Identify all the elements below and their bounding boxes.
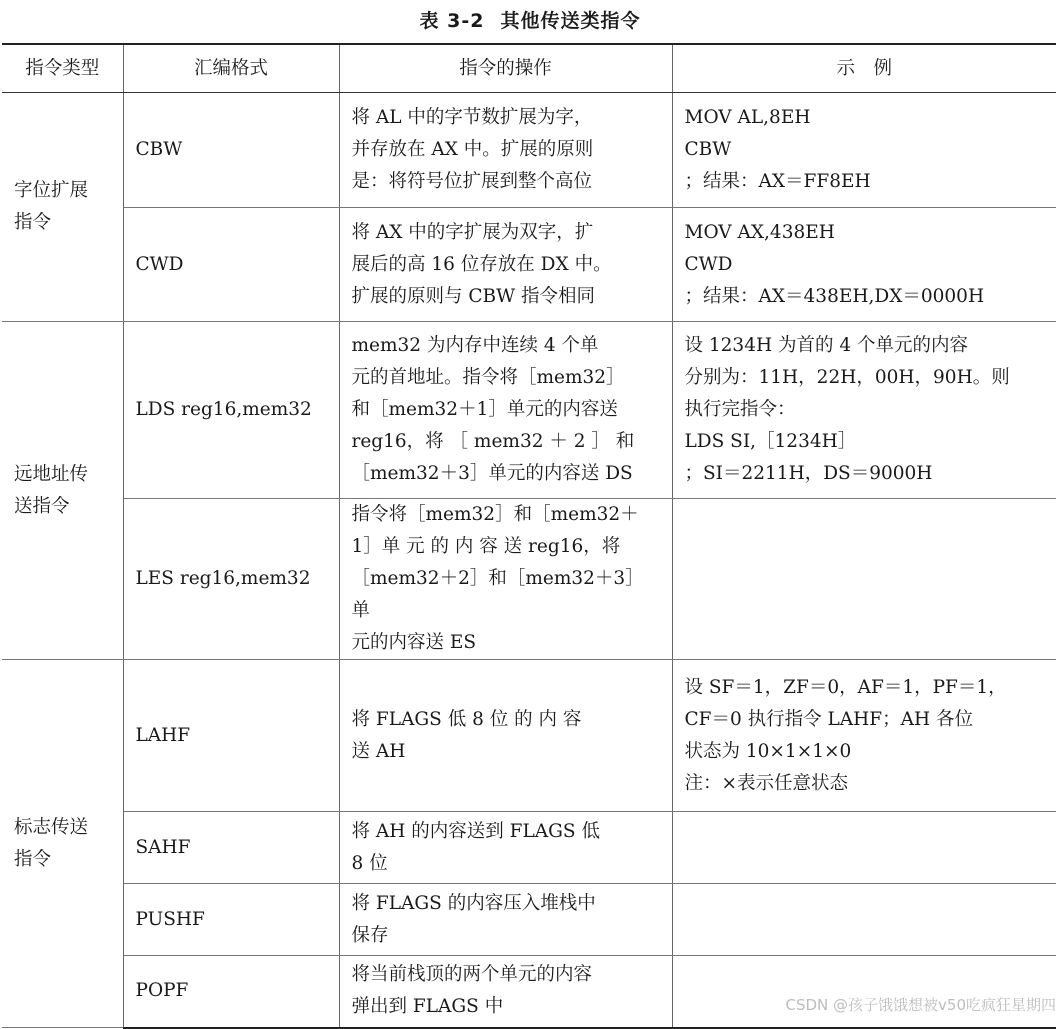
format-cell: POPF [123, 956, 339, 1028]
example-cell [672, 208, 1056, 322]
text-line: reg16，将 ［ mem32 ＋ 2 ］ 和 [351, 431, 635, 452]
example-cell [672, 499, 1056, 660]
format-cell: LES reg16,mem32 [123, 499, 339, 660]
text-line: 分别为：11H，22H，00H，90H。则 [684, 367, 1010, 388]
text-line: MOV AL,8EH [684, 107, 811, 128]
group-type-line: 送指令 [14, 495, 70, 517]
group-type-line: 字位扩展 [14, 180, 89, 201]
group-type-cell [2, 322, 123, 660]
example-cell [672, 884, 1056, 956]
table-row [2, 812, 1056, 884]
header-example [672, 44, 1056, 93]
text-line: ；SI＝2211H，DS＝9000H [684, 463, 933, 484]
table-row [2, 93, 1056, 208]
format-cell: CWD [123, 208, 339, 322]
format-cell: CBW [123, 93, 339, 208]
text-line: 扩展的原则与 CBW 指令相同 [351, 285, 596, 307]
text-line: 将当前栈顶的两个单元的内容 [351, 964, 593, 986]
format-cell: LDS reg16,mem32 [123, 322, 339, 499]
text-line: mem32 为内存中连续 4 个单 [351, 335, 599, 356]
text-line: ［mem32＋3］单元的内容送 DS [351, 463, 633, 484]
table-row [2, 660, 1056, 812]
operation-cell [339, 499, 672, 660]
header-operation: 指令的操作 [339, 44, 672, 93]
header-type: 指令类型 [2, 44, 123, 93]
text-line: 将 AH 的内容送到 FLAGS 低 [351, 820, 600, 842]
watermark: CSDN @孩子饿饿想被v50吃疯狂星期四 [785, 996, 1056, 1014]
text-line: 元的首地址。指令将［mem32］ [351, 367, 625, 388]
text-line: 是：将符号位扩展到整个高位 [351, 171, 593, 192]
table-title: 其他传送类指令 [500, 10, 641, 32]
text-line: 将 AL 中的字节数扩展为字， [351, 107, 593, 128]
text-line: 并存放在 AX 中。扩展的原则 [351, 139, 594, 160]
operation-cell [339, 660, 672, 812]
header-example-text: 示 例 [836, 57, 892, 79]
text-line: 将 FLAGS 低 8 位 的 内 容 [351, 708, 582, 730]
table-row [2, 208, 1056, 322]
operation-cell [339, 812, 672, 884]
operation-cell [339, 208, 672, 322]
group-type-line: 标志传送 [14, 816, 89, 838]
text-line: CWD [684, 253, 733, 275]
text-line: 设 SF＝1，ZF＝0，AF＝1，PF＝1， [684, 676, 1007, 698]
text-line: 8 位 [351, 852, 388, 874]
text-line: LDS SI,［1234H］ [684, 431, 857, 452]
text-line: 展后的高 16 位存放在 DX 中。 [351, 253, 612, 275]
text-line: CF＝0 执行指令 LAHF；AH 各位 [684, 708, 974, 730]
header-format: 汇编格式 [123, 44, 339, 93]
text-line: 送 AH [351, 740, 406, 762]
group-type-line: 指令 [14, 212, 52, 233]
table-header-row [2, 44, 1056, 93]
text-line: 设 1234H 为首的 4 个单元的内容 [684, 335, 969, 356]
table-caption [0, 6, 1060, 33]
operation-cell [339, 884, 672, 956]
example-cell [672, 660, 1056, 812]
table-row [2, 322, 1056, 499]
text-line: 和［mem32＋1］单元的内容送 [351, 399, 618, 420]
text-line: 将 AX 中的字扩展为双字，扩 [351, 221, 594, 243]
operation-cell [339, 322, 672, 499]
text-line: 指令将［mem32］和［mem32＋ [351, 504, 639, 525]
text-line: ；结果：AX＝FF8EH [684, 171, 871, 192]
format-cell: LAHF [123, 660, 339, 812]
text-line: ［mem32＋2］和［mem32＋3］单 [351, 568, 644, 621]
group-type-line: 指令 [14, 848, 52, 870]
example-cell [672, 322, 1056, 499]
text-line: 元的内容送 ES [351, 632, 477, 653]
table-row [2, 884, 1056, 956]
text-line: ；结果：AX＝438EH,DX＝0000H [684, 285, 985, 307]
text-line: MOV AX,438EH [684, 221, 835, 243]
text-line: CBW [684, 139, 732, 160]
group-type-cell [2, 660, 123, 1028]
table-row [2, 499, 1056, 660]
operation-cell [339, 93, 672, 208]
group-type-line: 远地址传 [14, 463, 89, 485]
text-line: 1］单 元 的 内 容 送 reg16，将 [351, 536, 621, 557]
format-cell: SAHF [123, 812, 339, 884]
format-cell: PUSHF [123, 884, 339, 956]
instruction-table [2, 43, 1056, 1029]
text-line: 执行完指令： [684, 399, 796, 420]
text-line: 将 FLAGS 的内容压入堆栈中 [351, 892, 596, 914]
group-type-cell [2, 93, 123, 322]
text-line: 保存 [351, 924, 389, 946]
example-cell [672, 93, 1056, 208]
text-line: 弹出到 FLAGS 中 [351, 996, 504, 1018]
text-line: 注：×表示任意状态 [684, 772, 849, 794]
table-number: 表 3-2 [419, 10, 485, 32]
example-cell [672, 812, 1056, 884]
text-line: 状态为 10×1×1×0 [684, 740, 852, 762]
